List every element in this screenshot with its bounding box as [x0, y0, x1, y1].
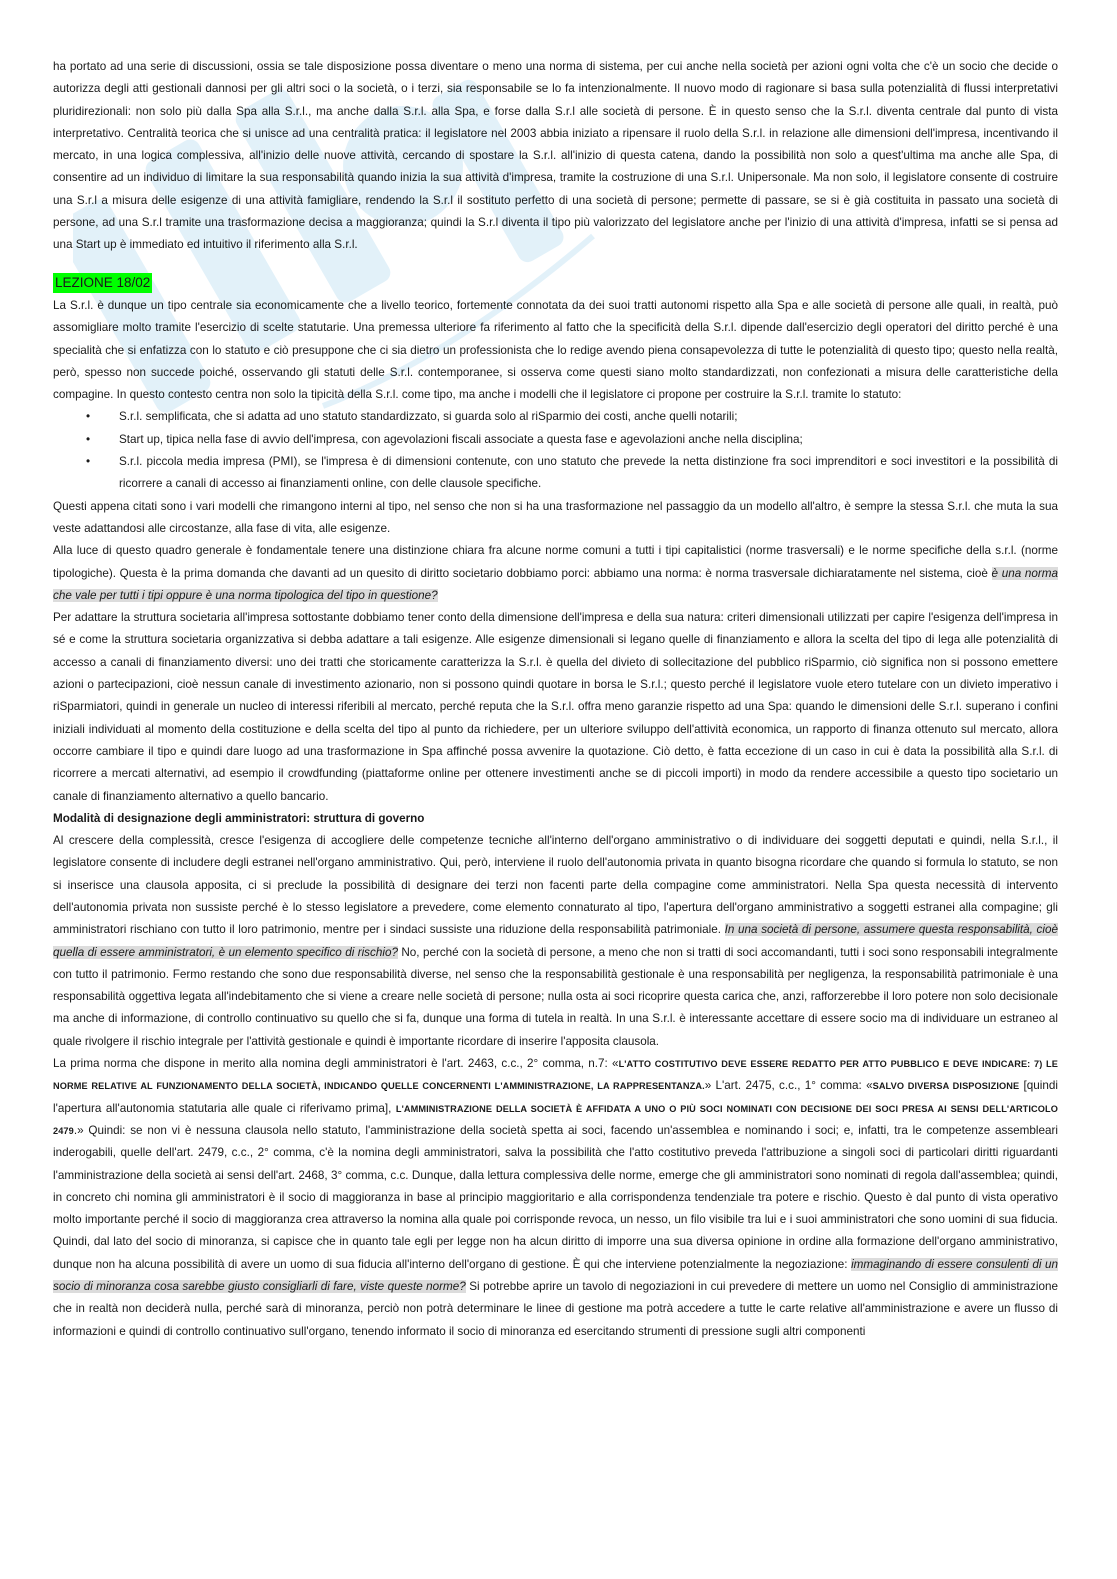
bullet-icon: • — [86, 410, 91, 424]
bullet-list — [53, 406, 1058, 495]
paragraph-6-highlight: immaginando di essere consulenti di un socio di minoranza cosa sarebbe giusto consigliarli di fare, viste queste norme? — [53, 1257, 1058, 1294]
list-item — [53, 429, 1058, 451]
document-page — [53, 56, 1058, 1343]
paragraph-6 — [53, 1053, 1058, 1343]
paragraph-5 — [53, 830, 1058, 1053]
law-quote-2: SALVO DIVERSA DISPOSIZIONE — [872, 1081, 1020, 1092]
paragraph-6-text-d: .» Quindi: se non vi è nessuna clausola nello statuto, l'amministrazione della società spetta ai soci, facendo un'assemblea e nominando i soci; e, infatti, tra le competenze assembleari inderogabili, quelle dell'art. 2479, c.c., 2° comma, c'è la nomina degli amministratori, salva la possibilità che l'atto costitutivo preveda l'attribuzione a singoli soci di particolari diritti riguardanti l'amministrazione della società ai sensi dell'art. 2468, 3° comma, c.c. Dunque, dalla lettura complessiva delle norme, emerge che gli amministratori sono nominati di regola dall'assemblea; quindi, in concreto chi nomina gli amministratori è il socio di maggioranza in base al principio maggioritario e alla corrispondenza tendenziale tra potere e rischio. Questo è dal punto di vista operativo molto importante perché il socio di maggioranza crea attraverso la nomina alla quale poi corrisponde revoca, un nesso, un filo visibile tra lui e i suoi amministratori che sono uomini di sua fiducia. Quindi, dal lato del socio di minoranza, si capisce che in quanto tale egli per legge non ha alcun diritto di imporre una sua diversa opinione in ordine alla formazione dell'organo amministrativo, dunque non ha alcuna possibilità di avere un uomo di sua fiducia all'interno dell'organo di gestione. È qui che interviene potenzialmente la negoziazione: — [53, 1123, 1058, 1271]
lesson-label: LEZIONE 18/02 — [53, 273, 152, 293]
paragraph-1: La S.r.l. è dunque un tipo centrale sia economicamente che a livello teorico, fortemente connotata da dei suoi tratti autonomi rispetto alla Spa e alle società di persone alle quali, in realtà, può assomigliare molto tramite l'esercizio di scelte statutarie. Una premessa ulteriore fa riferimento al fatto che la specificità della S.r.l. dipende dall'esercizio degli operatori del diritto perché è una specialità che si enfatizza con lo statuto e ciò presuppone che ci sia dietro un professionista che lo redige avendo piena consapevolezza di tutte le potenzialità di questo tipo; questo nella realtà, però, spesso non succede poiché, osservando gli statuti delle S.r.l. contemporanee, si osserva come questi siano molto standardizzati, non confezionati a misura delle caratteristiche della compagine. In questo contesto centra non solo la tipicità della S.r.l. come tipo, ma anche i modelli che il legislatore ci propone per costruire la S.r.l. tramite lo statuto: — [53, 298, 1058, 402]
list-item-text: S.r.l. semplificata, che si adatta ad uno statuto standardizzato, si guarda solo al riSparmio dei costi, anche quelli notarili; — [119, 410, 738, 424]
paragraph-6-text-c: [quindi l'apertura all'autonomia statutaria alle quale ci riferivamo prima], — [53, 1079, 1058, 1115]
paragraph-5-text-b: No, perché con la società di persone, a meno che non si tratti di soci accomandanti, tutti i soci sono responsabili integralmente con tutto il patrimonio. Fermo restando che sono due responsabilità diverse, nel senso che la responsabilità gestionale è una responsabilità per negligenza, la responsabilità patrimoniale è una responsabilità oggettiva legata all'indebitamento che si viene a creare nelle società di persone; nulla osta ai soci ricoprire questa carica che, anzi, rafforzerebbe il loro potere non solo decisionale ma anche di informazione, di controllo continuativo su quello che si fa, dunque una forma di tutela in realtà. In una S.r.l. è interessante accettare di essere socio ma di individuare un estraneo al quale rivolgere il rischio integrale per l'attività gestionale e quindi è importante ricordare di inserire l'apposita clausola. — [53, 945, 1058, 1048]
law-quote-3: L'AMMINISTRAZIONE DELLA SOCIETÀ È AFFIDATA A UNO O PIÙ SOCI NOMINATI CON DECISIONE DEI SOCI PRESA AI SENSI DELL'ARTICOLO 2479 — [53, 1103, 1058, 1136]
section-title: Modalità di designazione degli amministratori: struttura di governo — [53, 811, 425, 825]
paragraph-2: Questi appena citati sono i vari modelli che rimangono interni al tipo, nel senso che non si ha una trasformazione nel passaggio da un modello all'altro, è sempre la stessa S.r.l. che muta la sua veste adattandosi alle circostanze, alla fase di vita, alle esigenze. — [53, 499, 1058, 535]
paragraph-6-text-a: La prima norma che dispone in merito alla nomina degli amministratori è l'art. 2463, c.c., 2° comma, n.7: « — [53, 1057, 619, 1071]
paragraph-3 — [53, 540, 1058, 607]
paragraph-3-text: Alla luce di questo quadro generale è fondamentale tenere una distinzione chiara fra alcune norme comuni a tutti i tipi capitalistici (norme trasversali) e le norme specifiche della s.r.l. (norme tipologiche). Questa è la prima domanda che davanti ad un quesito di diritto societario dobbiamo porci: abbiamo una norma: è norma trasversale dichiaratamente nel sistema, cioè — [53, 544, 1058, 580]
list-item — [53, 406, 1058, 428]
list-item-text: Start up, tipica nella fase di avvio dell'impresa, con agevolazioni fiscali associate a questa fase e agevolazioni anche nella disciplina; — [119, 432, 803, 446]
paragraph-6-text-b: » L'art. 2475, c.c., 1° comma: « — [704, 1079, 873, 1093]
bullet-icon: • — [86, 432, 91, 446]
paragraph-4: Per adattare la struttura societaria all'impresa sottostante dobbiamo tener conto della dimensione dell'impresa e della sua natura: criteri dimensionali utilizzati per capire l'esigenza dell'impresa in sé e come la struttura societaria organizzativa si debba adattare a tali esigenze. Alle esigenze dimensionali si legano quelle di finanziamento e allora la scelta del tipo di lega alle potenzialità di accesso a canali di finanziamento diversi: uno dei tratti che storicamente caratterizza la S.r.l. è quella del divieto di sollecitazione del pubblico riSparmio, ciò significa non si possono emettere azioni o partecipazioni, cioè nessun canale di investimento azionario, non si possono quindi quotare in borsa le S.r.l.; questo perché il legislatore vuole etero tutelare con un divieto imperativo i riSparmiatori, quindi in generale un nucleo di interessi riferibili al mercato, perché reputa che la S.r.l. offra meno garanzie rispetto ad una Spa: quando le dimensioni delle S.r.l. superano i confini iniziali individuati al momento della costituzione e della scelta del tipo al punto da richiedere, per un ulteriore sviluppo dell'attività economica, un rapporto di finanza ottenuto sul mercato, allora occorre cambiare il tipo e quindi dare luogo ad una trasformazione in Spa affinché possa avvenire la quotazione. Ciò detto, è fatta eccezione di un caso in cui è data la possibilità alla S.r.l. di ricorrere a mercati alternativi, ad esempio il crowdfunding (piattaforme online per ottenere investimenti anche se di piccoli importi) in modo da rendere accessibile a questo tipo societario un canale di finanziamento alternativo a quello bancario. — [53, 611, 1058, 803]
lesson-heading — [53, 273, 1058, 295]
paragraph-6-text-e: Si potrebbe aprire un tavolo di negoziazioni in cui prevedere di mettere un uomo nel Consiglio di amministrazione che in realtà non deciderà nulla, perché sarà di minoranza, perciò non potrà determinare le linee di gestione ma potrà accedere a tutte le carte relative all'amministrazione e avere un flusso di informazioni e quindi di controllo continuativo sull'organo, tenendo informato il socio di minoranza ed esercitando strumenti di pressione sugli altri componenti — [53, 1280, 1058, 1338]
bullet-icon: • — [86, 455, 91, 469]
law-quote-1: L'ATTO COSTITUTIVO DEVE ESSERE REDATTO PER ATTO PUBBLICO E DEVE INDICARE: 7) LE NORME RELATIVE AL FUNZIONAMENTO DELLA SOCIETÀ, INDICANDO QUELLE CONCERNENTI L'AMMINISTRAZIONE, LA RAPPRESENTANZA. — [53, 1059, 1058, 1092]
list-item — [53, 451, 1058, 496]
paragraph-5-text-a: Al crescere della complessità, cresce l'esigenza di accogliere delle competenze tecniche all'interno dell'organo amministrativo o di individuare dei soggetti deputati e quindi, nella S.r.l., il legislatore consente di includere degli estranei nell'organo amministrativo. Qui, però, interviene il ruolo dell'autonomia privata in quanto bisogna ricordare che quando si formula lo statuto, se non si inserisce una clausola apposita, ci si preclude la possibilità di designare dei terzi non facenti parte della compagine come amministratori. Nella Spa questa necessità di intervento dell'autonomia privata non sussiste perché è lo stesso legislatore a prevedere, come elemento connaturato al tipo, l'apertura dell'organo amministrativo a soggetti estranei alla compagine; gli amministratori rischiano con tutto il loro patrimonio, mentre per i sindaci sussiste una riduzione della responsabilità patrimoniale. — [53, 834, 1058, 937]
paragraph-5-highlight: In una società di persone, assumere questa responsabilità, cioè quella di essere amministratori, è un elemento specifico di rischio? — [53, 923, 1058, 959]
paragraph-3-highlight: è una norma che vale per tutti i tipi oppure è una norma tipologica del tipo in questione? — [53, 566, 1059, 602]
paragraph-intro: ha portato ad una serie di discussioni, ossia se tale disposizione possa diventare o meno una norma di sistema, per cui anche nella società per azioni ogni volta che c'è un socio che decide o autorizza degli atti gestionali dannosi per gli altri soci o la società, o i terzi, sia responsabile se lo fa intenzionalmente. Il nuovo modo di ragionare si basa sulla potenzialità di flussi interpretativi pluridirezionali: non solo più dalla Spa alla S.r.l., ma anche dalla S.r.l. alla Spa, e forse dalla S.r.l alle società di persone. È in questo senso che la S.r.l. diventa centrale dal punto di vista interpretativo. Centralità teorica che si unisce ad una centralità pratica: il legislatore nel 2003 abbia iniziato a ripensare il ruolo della S.r.l. in relazione alle dimensioni dell'impresa, incentivando il mercato, in una logica complessiva, all'inizio delle nuove attività, cercando di spostare la S.r.l. all'inizio di questa catena, dando la possibilità non solo a quest'ultima ma anche alle Spa, di consentire ad un individuo di limitare la sua responsabilità quando inizia la sua attività d'impresa, tramite la costruzione di una S.r.l. Unipersonale. Ma non solo, il legislatore consente di costruire una S.r.l a misura delle esigenze di una attività famigliare, rendendo la S.r.l il sostituto perfetto di una società di persone; permette di passare, se si è già costituita in passato una società di persone, ad una S.r.l tramite una trasformazione decisa a maggioranza; quindi la S.r.l diventa il tipo più valorizzato del legislatore anche per l'inizio di una attività d'impresa, infatti se si pensa ad una Start up è immediato ed intuitivo il riferimento alla S.r.l. — [53, 60, 1058, 252]
list-item-text: S.r.l. piccola media impresa (PMI), se l'impresa è di dimensioni contenute, con uno statuto che prevede la netta distinzione fra soci imprenditori e soci investitori e la possibilità di ricorrere a canali di accesso ai finanziamenti online, con delle clausole specifiche. — [119, 455, 1058, 491]
